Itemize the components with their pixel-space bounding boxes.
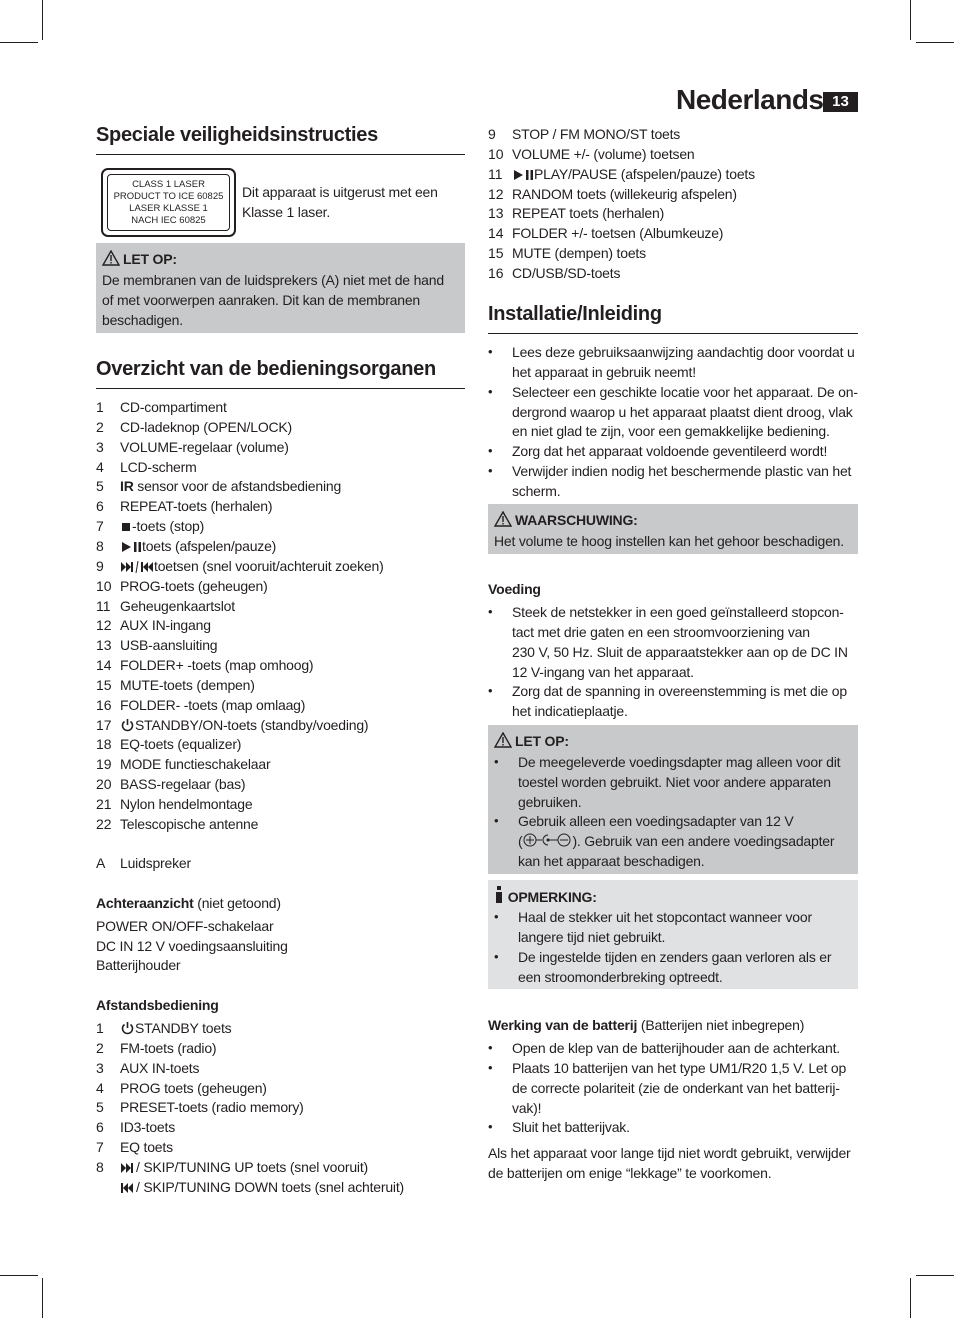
warning-text: Het volume te hoog instellen kan het gehoor beschadigen. — [494, 533, 844, 549]
warning-triangle-icon — [102, 250, 120, 266]
list-number: 13 — [488, 205, 504, 222]
list-number: 20 — [96, 776, 112, 793]
warning-title-text: WAARSCHUWING: — [515, 512, 638, 528]
note-title-text: OPMERKING: — [507, 889, 597, 905]
rear-title-bold: Achteraanzicht — [96, 895, 194, 911]
list-item-text — [512, 164, 755, 184]
caution2-line: De meegeleverde voedingsdapter mag alleen voor dit — [518, 754, 841, 770]
list-item-text — [120, 1038, 216, 1058]
crop-mark — [42, 1278, 43, 1318]
list-item-label: VOLUME-regelaar (volume) — [120, 438, 289, 455]
note-title — [494, 886, 597, 907]
list-item-label: MUTE-toets (dempen) — [120, 676, 255, 693]
list-item-label: -toets (stop) — [132, 518, 205, 535]
battery-title-bold: Werking van de batterij — [488, 1017, 638, 1033]
battery-title — [488, 1015, 804, 1035]
list-item-label: PRESET-toets (radio memory) — [120, 1099, 304, 1116]
laser-text: Dit apparaat is uitgerust met een — [242, 184, 438, 200]
rear-title-note: (niet getoond) — [193, 895, 281, 911]
bullet-line: Selecteer een geschikte locatie voor het apparaat. De on- — [512, 383, 858, 400]
list-item-text — [120, 615, 211, 635]
crop-mark — [0, 42, 38, 43]
rear-item: Batterijhouder — [96, 957, 181, 973]
bullet-dot: • — [488, 383, 493, 399]
list-item-text — [512, 243, 646, 263]
bullet-dot: • — [494, 909, 499, 924]
list-item-text — [120, 715, 368, 735]
list-item-text — [120, 1058, 199, 1078]
crop-mark — [42, 0, 43, 40]
list-item-text — [120, 774, 245, 794]
list-number: 8 — [96, 1158, 104, 1175]
closing-text: de batterijen om enige “lekkage” te voorkomen. — [488, 1165, 772, 1181]
list-item-label: PLAY/PAUSE (afspelen/pauze) toets — [534, 165, 755, 182]
caution-title-text: LET OP: — [123, 251, 177, 267]
caution-line: De membranen van de luidsprekers (A) niet met de hand — [102, 272, 444, 288]
list-number: 5 — [96, 478, 104, 495]
list-item-label: VOLUME +/- (volume) toetsen — [512, 145, 695, 162]
bullet-dot: • — [488, 443, 493, 459]
crop-mark — [916, 1275, 954, 1276]
heading-rule — [488, 333, 858, 334]
note-line: een stroomonderbreking optreedt. — [518, 969, 723, 985]
list-item-label: CD/USB/SD-toets — [512, 264, 621, 281]
list-item-text — [120, 1157, 368, 1177]
bullet-line: vak)! — [512, 1099, 542, 1116]
laser-label-line: PRODUCT TO ICE 60825 — [113, 191, 224, 202]
closing-text: Als het apparaat voor lange tijd niet wordt gebruikt, verwijder — [488, 1145, 851, 1161]
list-number: 9 — [96, 557, 104, 574]
note-line: De ingestelde tijden en zenders gaan verloren als er — [518, 949, 832, 965]
list-item-label: / SKIP/TUNING UP toets (snel vooruit) — [136, 1158, 368, 1175]
power-icon — [120, 718, 135, 732]
list-item-label: LCD-scherm — [120, 458, 197, 475]
list-item-text — [512, 223, 723, 243]
controls-heading: Overzicht van de bedieningsorganen — [96, 358, 436, 380]
warning-triangle-icon — [494, 511, 512, 527]
list-item-text — [512, 124, 680, 144]
rear-view-title — [96, 893, 281, 913]
bullet-line: Verwijder indien nodig het beschermende plastic van het — [512, 463, 852, 480]
bullet-dot: • — [488, 1040, 493, 1055]
list-item-text — [120, 635, 217, 655]
list-number: 11 — [96, 597, 111, 614]
list-item-label: RANDOM toets (willekeurig afspelen) — [512, 185, 737, 202]
list-number: 12 — [96, 617, 112, 634]
list-item-text — [120, 754, 270, 774]
list-number: 13 — [96, 637, 112, 654]
bullet-line: Sluit het batterijvak. — [512, 1119, 630, 1136]
bullet-dot: • — [488, 1119, 493, 1135]
list-number: 2 — [96, 418, 104, 435]
laser-label-line: CLASS 1 LASER — [132, 179, 205, 190]
safety-heading: Speciale veiligheidsinstructies — [96, 124, 378, 146]
list-item-text — [120, 1018, 231, 1038]
list-number: 6 — [96, 498, 104, 515]
bullet-dot: • — [488, 463, 493, 479]
list-item-text — [120, 596, 235, 616]
bullet-dot: • — [494, 949, 499, 964]
list-item-label: REPEAT-toets (herhalen) — [120, 498, 273, 515]
heading-rule — [96, 154, 465, 155]
list-item-label: / SKIP/TUNING DOWN toets (snel achteruit) — [136, 1178, 404, 1195]
list-item-text — [512, 184, 737, 204]
bullet-dot: • — [494, 754, 499, 769]
list-number: 7 — [96, 518, 104, 535]
list-item-text — [512, 203, 664, 223]
install-heading: Installatie/Inleiding — [488, 303, 662, 325]
list-item-text — [120, 1177, 404, 1197]
list-item-text — [120, 1137, 173, 1157]
rear-item: DC IN 12 V voedingsaansluiting — [96, 938, 288, 954]
list-item-text — [120, 675, 255, 695]
list-item-label: Nylon hendelmontage — [120, 796, 253, 812]
bullet-line: Open de klep van de batterijhouder aan de achterkant. — [512, 1040, 840, 1056]
list-number: 2 — [96, 1039, 104, 1056]
list-number: 14 — [96, 657, 112, 674]
list-number: 7 — [96, 1139, 104, 1156]
list-item-label: FOLDER- -toets (map omlaag) — [120, 696, 306, 713]
list-item-text — [120, 814, 258, 834]
list-item-text — [120, 794, 252, 814]
stop-icon — [120, 521, 132, 533]
list-item-label: toetsen (snel vooruit/achteruit zoeken) — [154, 557, 384, 574]
bullet-dot: • — [494, 813, 499, 828]
caution2-line: gebruiken. — [518, 794, 582, 810]
caution2-line: kan het apparaat beschadigen. — [518, 853, 705, 869]
list-item-label: STOP / FM MONO/ST toets — [512, 126, 681, 142]
list-number: 17 — [96, 716, 112, 733]
caution2-title — [494, 731, 569, 751]
list-item-text — [120, 496, 272, 516]
skip-forward-icon — [120, 1162, 136, 1174]
list-item-text — [120, 576, 268, 596]
list-item-label: CD-compartiment — [120, 399, 227, 415]
list-number: 11 — [488, 165, 503, 182]
page-language-title: Nederlands — [676, 84, 824, 115]
list-item-label: FM-toets (radio) — [120, 1039, 217, 1056]
ir-label: IR — [120, 478, 134, 495]
list-item-label: AUX IN-ingang — [120, 617, 211, 634]
list-number: 14 — [488, 225, 504, 242]
bullet-line: het apparaat in gebruik neemt! — [512, 363, 696, 380]
list-item-text — [120, 417, 292, 437]
play-pause-icon — [120, 541, 142, 553]
list-item-label: PROG toets (geheugen) — [120, 1079, 267, 1096]
battery-title-note: (Batterijen niet inbegrepen) — [637, 1017, 805, 1033]
list-item-label: ID3-toets — [120, 1119, 175, 1136]
bullet-dot: • — [488, 344, 493, 359]
list-number: 15 — [96, 676, 112, 693]
list-item-label: Geheugenkaartslot — [120, 597, 235, 614]
list-number: 12 — [488, 185, 504, 202]
list-number: A — [96, 855, 106, 871]
list-item-label: REPEAT toets (herhalen) — [512, 205, 665, 222]
skip-forward-back-icon — [120, 561, 154, 573]
caution2-line: toestel worden gebruikt. Niet voor andere apparaten — [518, 774, 831, 790]
list-item-label: MUTE (dempen) toets — [512, 245, 646, 262]
bullet-line: de correcte polariteit (zie de onderkant van het batterij- — [512, 1079, 840, 1096]
bullet-line: dergrond waarop u het apparaat plaatst dient droog, vlak — [512, 403, 853, 420]
caution-title — [102, 249, 177, 269]
bullet-line: het indicatieplaatje. — [512, 703, 628, 720]
list-item-label: STANDBY toets — [135, 1020, 232, 1036]
list-item-text — [512, 144, 695, 164]
list-item-text — [120, 476, 341, 496]
bullet-line: Lees deze gebruiksaanwijzing aandachtig door voordat u — [512, 344, 855, 360]
note-line: Haal de stekker uit het stopcontact wanneer voor — [518, 909, 812, 925]
note-line: langere tijd niet gebruikt. — [518, 929, 666, 945]
bullet-line: 12 V-ingang van het apparaat. — [512, 663, 694, 680]
polarity-symbol-icon — [522, 832, 572, 848]
list-item-text — [120, 734, 241, 754]
crop-mark — [910, 1278, 911, 1318]
list-number: 9 — [488, 126, 496, 142]
list-item-label: Telescopische antenne — [120, 815, 259, 832]
list-number: 6 — [96, 1119, 104, 1136]
play-pause-icon — [512, 169, 534, 181]
crop-mark — [0, 1275, 38, 1276]
laser-text: Klasse 1 laser. — [242, 204, 331, 220]
list-number: 19 — [96, 756, 112, 773]
list-number: 15 — [488, 245, 504, 262]
list-item-label: FOLDER+ -toets (map omhoog) — [120, 657, 314, 674]
list-item-label: MODE functieschakelaar — [120, 756, 271, 773]
warning-title — [494, 510, 638, 530]
list-item-text — [120, 1078, 267, 1098]
list-number: 10 — [96, 577, 112, 594]
bullet-line: scherm. — [512, 482, 561, 499]
list-item-text — [120, 437, 289, 457]
list-item-text — [120, 397, 227, 417]
polarity-open: ( — [518, 833, 523, 849]
list-number: 18 — [96, 736, 112, 753]
bullet-dot: • — [488, 683, 493, 699]
list-number: 5 — [96, 1099, 104, 1116]
list-number: 21 — [96, 796, 112, 812]
list-number: 16 — [488, 264, 504, 281]
list-number: 1 — [96, 399, 104, 415]
laser-class-label — [101, 168, 236, 237]
list-item-label: AUX IN-toets — [120, 1059, 200, 1076]
list-item-label: STANDBY/ON-toets (standby/voeding) — [135, 716, 369, 733]
polarity-close: ). Gebruik van een andere voedingsadapter — [572, 833, 835, 849]
list-item-label: PROG-toets (geheugen) — [120, 577, 268, 594]
list-item-text: Luidspreker — [120, 855, 191, 871]
list-item-label: USB-aansluiting — [120, 637, 218, 654]
info-icon — [494, 886, 504, 904]
bullet-line: Zorg dat de spanning in overeenstemming is met die op — [512, 683, 847, 700]
list-item-text — [120, 655, 313, 675]
power-title: Voeding — [488, 581, 541, 597]
list-item-text — [120, 556, 384, 576]
list-item-text — [120, 536, 276, 556]
remote-title: Afstandsbediening — [96, 997, 219, 1013]
bullet-line: tact met drie gaten en een stroomvoorziening van — [512, 623, 810, 640]
list-item-text — [512, 263, 620, 283]
caution-line: beschadigen. — [102, 312, 183, 328]
list-number: 4 — [96, 458, 104, 475]
list-item-text — [120, 457, 197, 477]
crop-mark — [916, 42, 954, 43]
bullet-line: 230 V, 50 Hz. Sluit de apparaatstekker aan op de DC IN — [512, 643, 848, 660]
caution2-line: Gebruik alleen een voedingsadapter van 12 V — [518, 813, 794, 829]
list-number: 3 — [96, 1059, 104, 1076]
power-icon — [120, 1021, 135, 1035]
list-number: 22 — [96, 815, 112, 832]
warning-triangle-icon — [494, 732, 512, 748]
skip-back-icon — [120, 1182, 136, 1194]
page-number: 13 — [823, 92, 858, 112]
list-item-text — [120, 516, 204, 536]
list-item-text — [120, 1117, 175, 1137]
list-item-label: EQ toets — [120, 1139, 173, 1156]
list-number: 1 — [96, 1020, 104, 1036]
list-number: 3 — [96, 438, 104, 455]
laser-label-line: LASER KLASSE 1 — [129, 203, 208, 214]
bullet-line: Plaats 10 batterijen van het type UM1/R20 1,5 V. Let op — [512, 1059, 847, 1076]
crop-mark — [910, 0, 911, 40]
list-number: 4 — [96, 1079, 104, 1096]
list-number: 16 — [96, 696, 112, 713]
bullet-line: Zorg dat het apparaat voldoende geventileerd wordt! — [512, 443, 828, 460]
bullet-line: en niet glad te zijn, voor een gemakkelijke bediening. — [512, 423, 830, 440]
list-item-label: BASS-regelaar (bas) — [120, 776, 246, 793]
rear-item: POWER ON/OFF-schakelaar — [96, 918, 274, 934]
list-number: 10 — [488, 145, 504, 162]
list-item-label: EQ-toets (equalizer) — [120, 736, 242, 753]
caution-line: of met voorwerpen aanraken. Dit kan de membranen — [102, 292, 421, 308]
list-item-text — [120, 695, 305, 715]
bullet-dot: • — [488, 1059, 493, 1075]
list-item-label: toets (afspelen/pauze) — [142, 537, 277, 554]
list-item-text — [120, 1097, 304, 1117]
list-number: 8 — [96, 537, 104, 554]
list-item-label: sensor voor de afstandsbediening — [133, 478, 342, 495]
list-item-label: FOLDER +/- toetsen (Albumkeuze) — [512, 225, 724, 242]
bullet-line: Steek de netstekker in een goed geïnstalleerd stopcon- — [512, 604, 844, 620]
heading-rule — [96, 388, 465, 389]
caution2-line — [518, 831, 834, 851]
caution2-title-text: LET OP: — [515, 733, 569, 749]
list-item-label: CD-ladeknop (OPEN/LOCK) — [120, 418, 293, 435]
bullet-dot: • — [488, 604, 493, 619]
laser-label-line: NACH IEC 60825 — [131, 215, 206, 226]
